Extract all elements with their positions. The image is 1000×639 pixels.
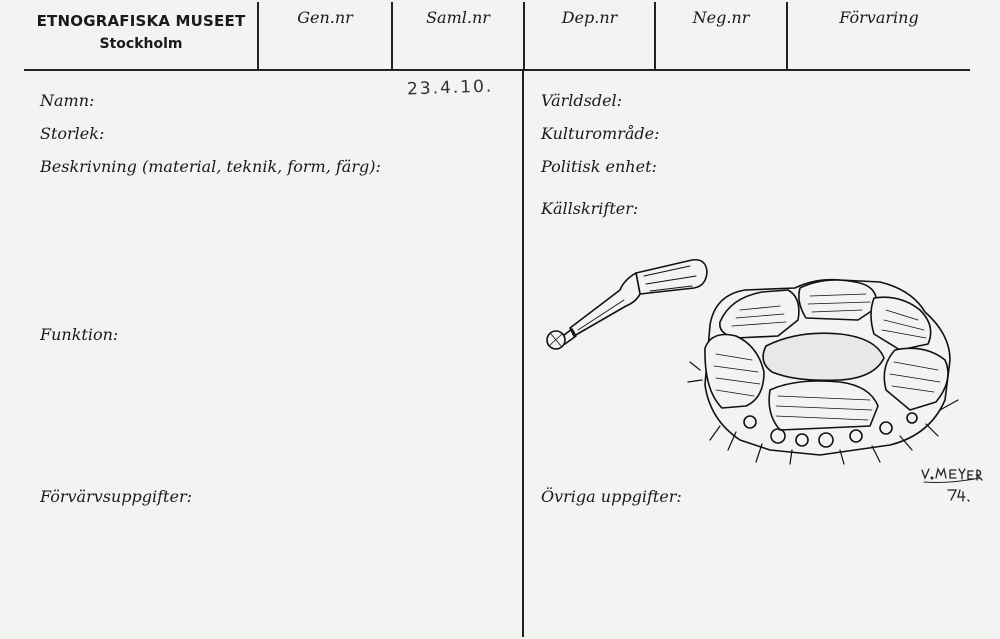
- field-ovriga-uppgifter: Övriga uppgifter:: [541, 487, 682, 506]
- header-dep-nr: Dep.nr: [561, 8, 618, 27]
- field-kulturomrade: Kulturområde:: [541, 124, 660, 143]
- center-divider: [522, 71, 524, 637]
- museum-name: ETNOGRAFISKA MUSEET: [36, 12, 246, 30]
- field-funktion: Funktion:: [40, 325, 119, 344]
- header-saml-nr: Saml.nr: [426, 8, 490, 27]
- museum-city: Stockholm: [99, 36, 183, 52]
- artist-signature: [918, 466, 986, 512]
- ring-object-sketch: [688, 280, 958, 464]
- handwritten-date: 23.4.10.: [406, 76, 494, 100]
- field-namn: Namn:: [40, 91, 95, 110]
- field-beskrivning: Beskrivning (material, teknik, form, färg):: [40, 157, 381, 176]
- object-drawing: [540, 250, 970, 480]
- header-rule: [24, 69, 970, 71]
- header-forvaring: Förvaring: [839, 8, 919, 27]
- field-forvarvsuppgifter: Förvärvsuppgifter:: [40, 487, 192, 506]
- header-neg-nr: Neg.nr: [692, 8, 750, 27]
- field-varldsdel: Världsdel:: [541, 91, 623, 110]
- field-kallskrifter: Källskrifter:: [541, 199, 639, 218]
- pestle-sketch: [547, 260, 707, 349]
- field-storlek: Storlek:: [40, 124, 105, 143]
- header-gen-nr: Gen.nr: [297, 8, 353, 27]
- field-politisk-enhet: Politisk enhet:: [541, 157, 657, 176]
